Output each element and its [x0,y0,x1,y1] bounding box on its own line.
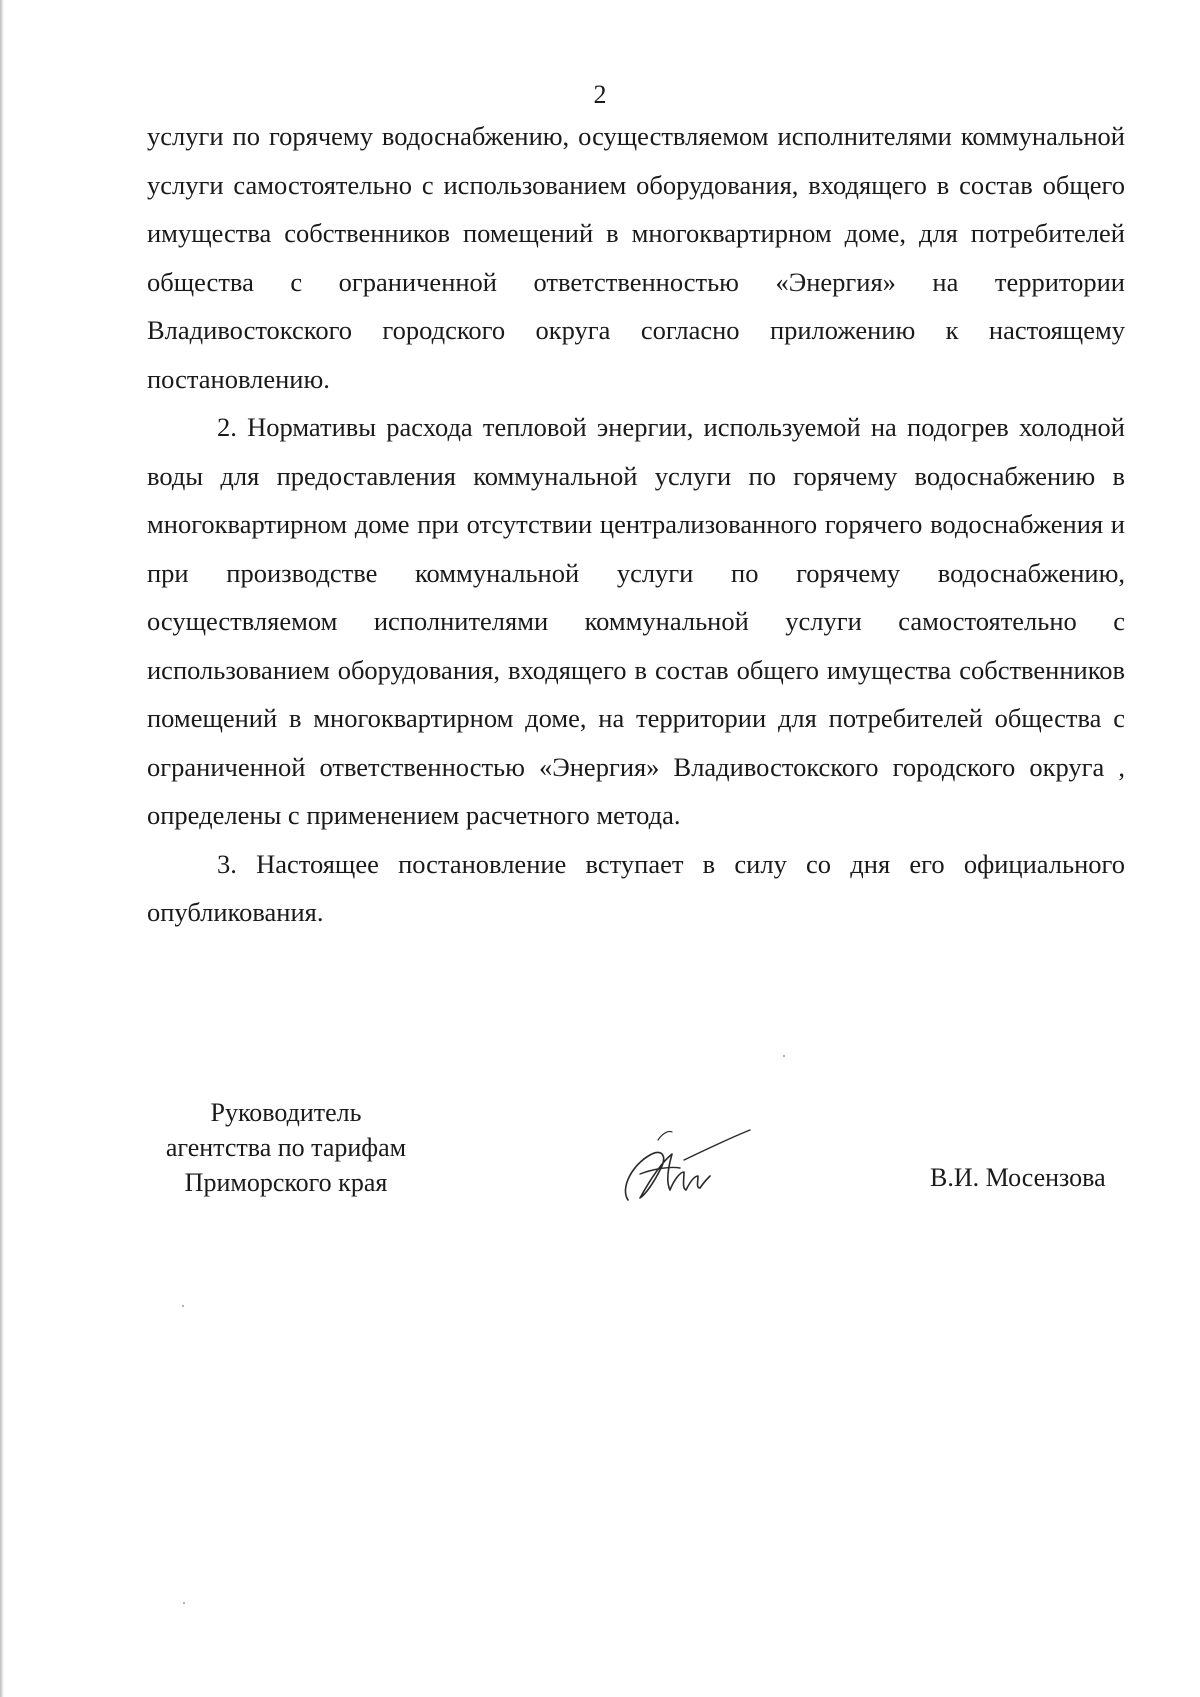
signatory-position [146,1095,426,1200]
paragraph-continuation: услуги по горячему водоснабжению, осуществляемом исполнителями коммунальной услуги самостоятельно с использованием оборудования, входящего в состав общего имущества собственников помещений в многоквартирном доме, для потребителей общества с ограниченной ответственностью «Энергия» на территории Владивостокского городского округа согласно приложению к настоящему постановлению. [147,121,1125,394]
position-line-1: Руководитель [210,1098,362,1127]
scan-left-edge [0,0,4,1697]
position-line-3: Приморского края [184,1168,388,1197]
document-body [147,112,1125,937]
page-number: 2 [593,80,607,109]
signatory-name: В.И. Мосензова [930,1163,1106,1192]
paragraph-2-heat-norms: 2. Нормативы расхода тепловой энергии, используемой на подогрев холодной воды для предоставления коммунальной услуги по горячему водоснабжению в многоквартирном доме при отсутствии централизованного горячего водоснабжения и при производстве коммунальной услуги по горячему водоснабжению, осуществляемом исполнителями коммунальной услуги самостоятельно с использованием оборудования, входящего в состав общего имущества собственников помещений в многоквартирном доме, на территории для потребителей общества с ограниченной ответственностью «Энергия» Владивостокского городского округа , определены с применением расчетного метода. [147,412,1125,830]
scan-speck [783,1055,785,1057]
scan-speck [183,1602,185,1604]
handwritten-signature [610,1110,760,1220]
position-line-2: агентства по тарифам [165,1133,407,1162]
paragraph-3-effective-date: 3. Настоящее постановление вступает в силу со дня его официального опубликования. [147,848,1125,927]
scan-speck [182,1305,184,1307]
